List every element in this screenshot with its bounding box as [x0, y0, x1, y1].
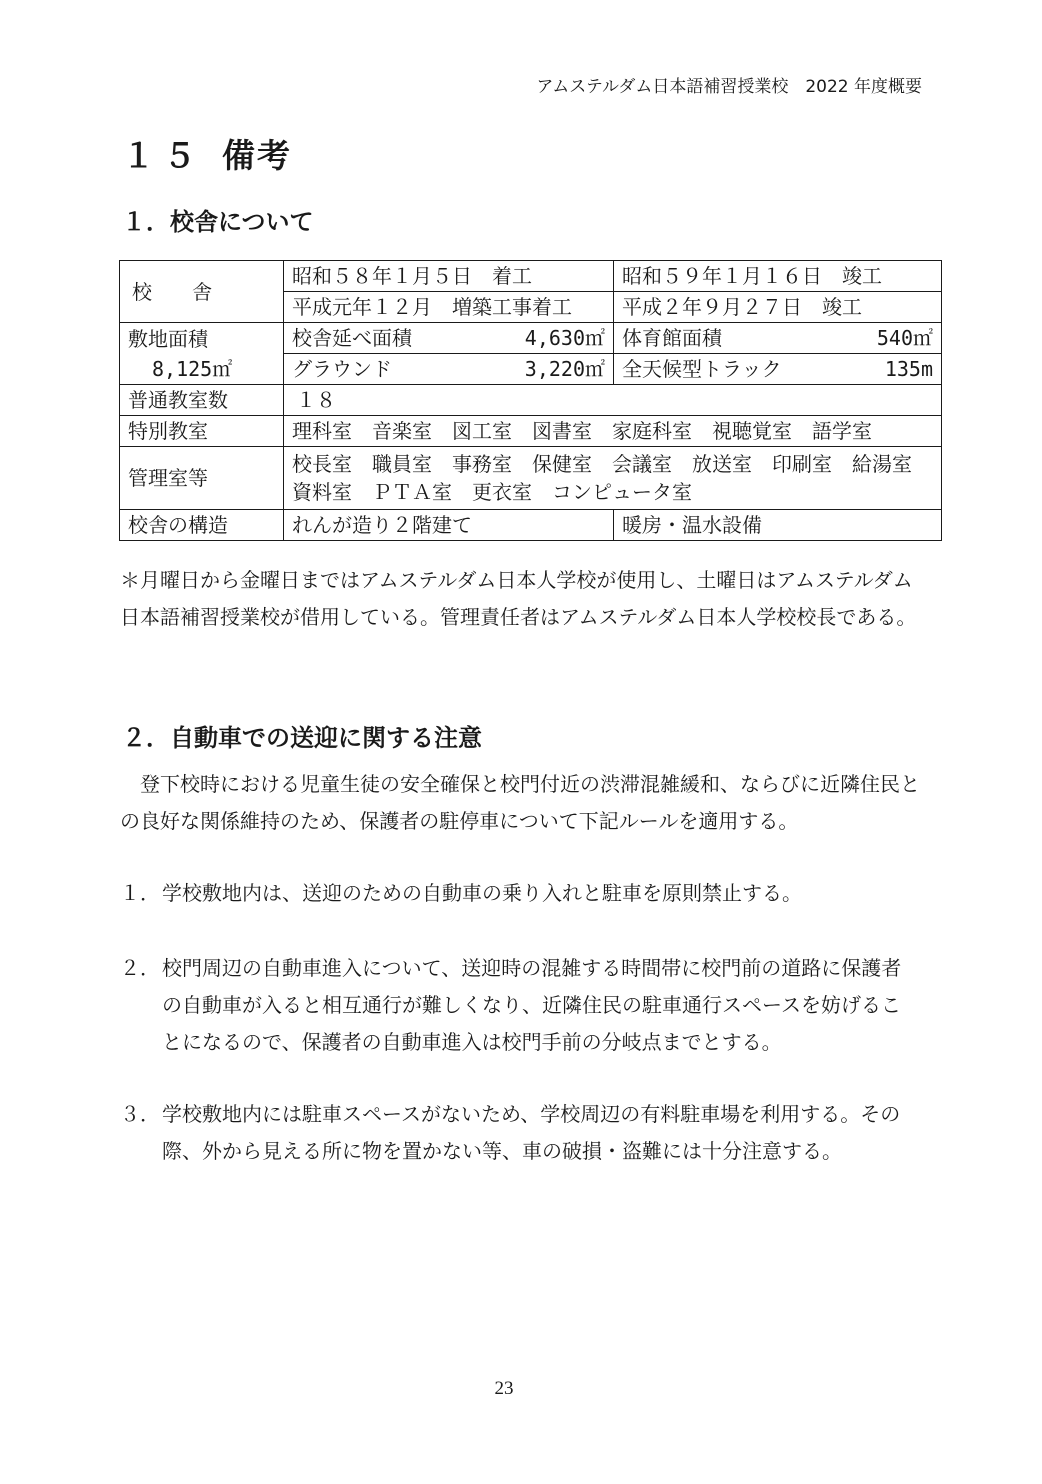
- site-area-label: 敷地面積: [128, 326, 208, 351]
- building-start-cell: [284, 261, 614, 323]
- extension-complete: 平成２年９月２７日 竣工: [614, 291, 941, 322]
- site-area-value: 8,125㎡: [152, 356, 233, 381]
- rule-item: [120, 1096, 920, 1170]
- rule-text: 学校敷地内には駐車スペースがないため、学校周辺の有料駐車場を利用する。その際、外から見える所に物を置かない等、車の破損・盗難には十分注意する。: [162, 1102, 901, 1163]
- table-row: [120, 385, 942, 416]
- rule-number: ２．: [120, 956, 160, 980]
- admin-rooms-label: 管理室等: [120, 447, 284, 510]
- structure-label: 校舎の構造: [120, 510, 284, 541]
- rule-item: [120, 950, 920, 1061]
- construction-start: 昭和５８年１月５日 着工: [292, 264, 532, 288]
- rule-text: 校門周辺の自動車進入について、送迎時の混雑する時間帯に校門前の道路に保護者の自動車が入ると相互通行が難しくなり、近隣住民の駐車通行スペースを妨げることになるので、保護者の自動車進入は校門手前の分岐点までとする。: [162, 956, 902, 1054]
- rule-item: [120, 875, 920, 912]
- rule-number: ３．: [120, 1102, 160, 1126]
- page-number: 23: [494, 1378, 514, 1399]
- construction-complete: 昭和５９年１月１６日 竣工: [622, 264, 882, 288]
- admin-rooms-value: 校長室 職員室 事務室 保健室 会議室 放送室 印刷室 給湯室 資料室 ＰＴＡ室 更衣室 コンピュータ室: [284, 447, 942, 510]
- usage-note: ＊月曜日から金曜日まではアムステルダム日本人学校が使用し、土曜日はアムステルダム日本語補習授業校が借用している。管理責任者はアムステルダム日本人学校校長である。: [120, 568, 917, 629]
- floor-ground-cell: [284, 323, 614, 385]
- table-row: [120, 261, 942, 323]
- building-label: 校 舎: [120, 261, 284, 323]
- gym-area: 体育館面積 540㎡: [622, 326, 933, 350]
- classrooms-value: １８: [284, 385, 942, 416]
- page-header: アムステルダム日本語補習授業校 2022 年度概要: [536, 77, 922, 97]
- rule-text: 学校敷地内は、送迎のための自動車の乗り入れと駐車を原則禁止する。: [162, 881, 802, 905]
- heating-value: 暖房・温水設備: [614, 510, 942, 541]
- building-complete-cell: [614, 261, 942, 323]
- special-rooms-label: 特別教室: [120, 416, 284, 447]
- chapter-title: [122, 130, 292, 177]
- rules-intro: 登下校時における児童生徒の安全確保と校門付近の渋滞混雑緩和、ならびに近隣住民との良好な関係維持のため、保護者の駐停車について下記ルールを適用する。: [120, 772, 920, 833]
- structure-value: れんが造り２階建て: [284, 510, 614, 541]
- chapter-number: １５: [122, 136, 204, 175]
- chapter-name: 備考: [222, 136, 292, 175]
- section-title-car-pickup: ２．自動車での送迎に関する注意: [122, 724, 482, 752]
- table-row: [120, 416, 942, 447]
- extension-start: 平成元年１２月 増築工事着工: [284, 291, 613, 322]
- ground-area: グラウンド 3,220㎡: [284, 353, 613, 384]
- section-title-school-building: １．校舎について: [122, 208, 314, 236]
- classrooms-label: 普通教室数: [120, 385, 284, 416]
- track-length: 全天候型トラック 135m: [614, 353, 941, 384]
- rule-number: １．: [120, 881, 160, 905]
- school-building-table: [119, 260, 942, 541]
- special-rooms-value: 理科室 音楽室 図工室 図書室 家庭科室 視聴覚室 語学室: [284, 416, 942, 447]
- table-row: [120, 323, 942, 385]
- table-row: [120, 447, 942, 510]
- gym-track-cell: [614, 323, 942, 385]
- site-area-cell: [120, 323, 284, 385]
- table-row: [120, 510, 942, 541]
- floor-area: 校舎延べ面積 4,630㎡: [292, 326, 605, 350]
